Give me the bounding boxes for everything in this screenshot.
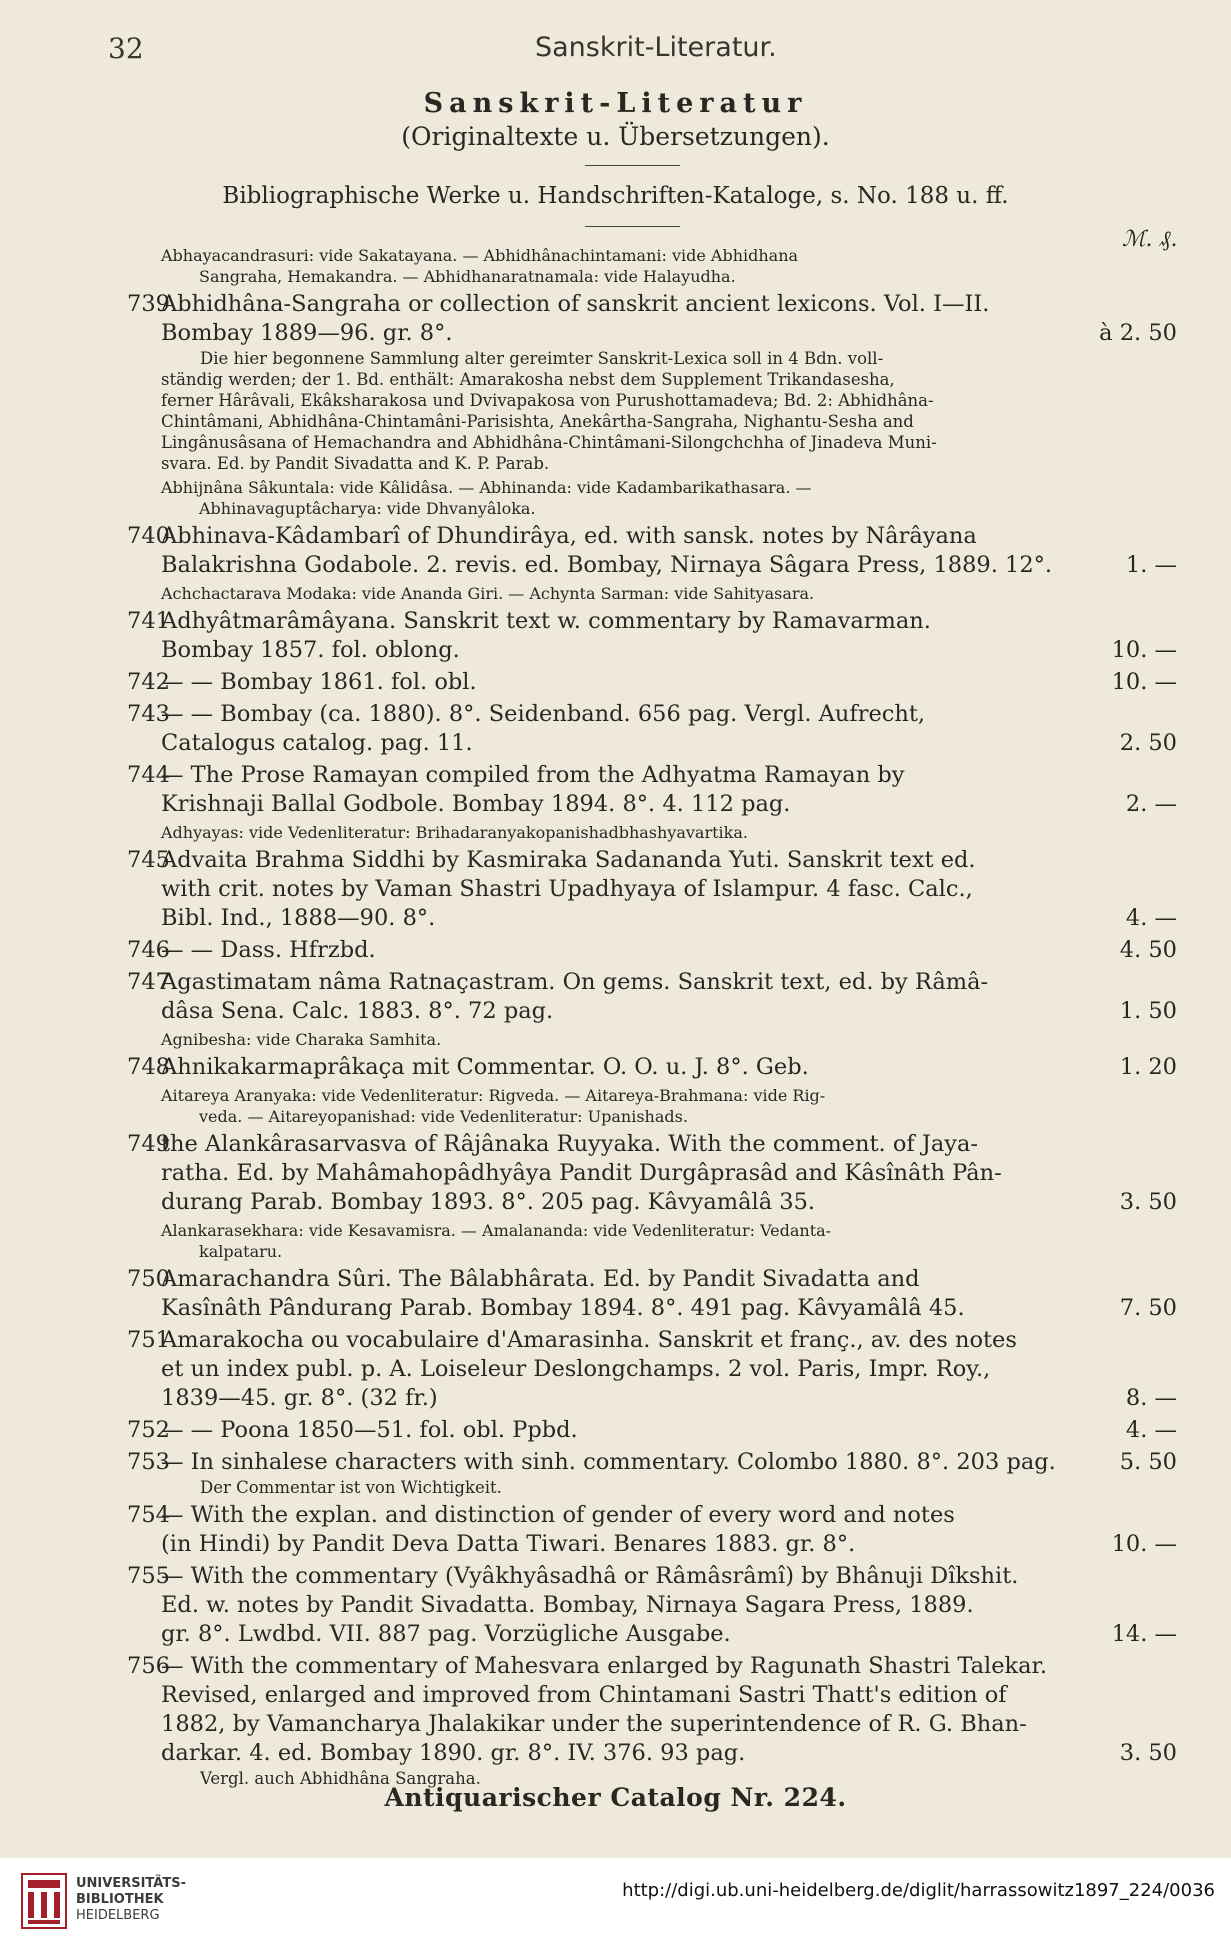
divider (585, 165, 680, 166)
cross-reference-line: kalpataru. (199, 1242, 283, 1261)
footer-bar (0, 1858, 1231, 1947)
catalog-entry (127, 700, 1177, 758)
entry-text: — In sinhalese characters with sinh. commentary. Colombo 1880. 8°. 203 pag. (161, 1449, 1056, 1475)
entry-text: — — Poona 1850—51. fol. obl. Ppbd. (161, 1417, 578, 1443)
cross-reference (127, 1220, 1177, 1262)
cross-reference-line: Agnibesha: vide Charaka Samhita. (161, 1030, 442, 1049)
entry-line (127, 968, 1177, 997)
entry-text: Amarachandra Sûri. The Bâlabhârata. Ed. by Pandit Sivadatta and (161, 1266, 920, 1292)
entry-line (127, 846, 1177, 875)
entry-line (127, 1591, 1177, 1620)
entry-note: ferner Hârâvali, Ekâksharakosa und Dvivapakosa von Purushottamadeva; Bd. 2: Abhidhâna- (161, 391, 934, 410)
entry-price: 1. — (1125, 552, 1177, 578)
entry-text: dâsa Sena. Calc. 1883. 8°. 72 pag. (161, 998, 554, 1024)
entry-line (127, 522, 1177, 551)
entry-line (127, 1448, 1177, 1477)
entry-line (127, 1416, 1177, 1445)
entry-text: Krishnaji Ballal Godbole. Bombay 1894. 8°. 4. 112 pag. (161, 791, 791, 817)
entry-number: 750 (127, 1266, 170, 1292)
entry-text: Ed. w. notes by Pandit Sivadatta. Bombay, Nirnaya Sagara Press, 1889. (161, 1592, 974, 1618)
entry-line (127, 875, 1177, 904)
catalog-entry (127, 1416, 1177, 1445)
entry-number: 742 (127, 669, 170, 695)
entry-text: 1839—45. gr. 8°. (32 fr.) (161, 1385, 438, 1411)
entry-text: — — Dass. Hfrzbd. (161, 937, 376, 963)
entry-number: 747 (127, 969, 170, 995)
entry-number: 740 (127, 523, 170, 549)
entry-line (127, 607, 1177, 636)
entry-price: 3. 50 (1119, 1189, 1177, 1215)
running-title: Sanskrit-Literatur. (535, 32, 777, 63)
entry-text: — With the commentary (Vyâkhyâsadhâ or Râmâsrâmî) by Bhânuji Dîkshit. (161, 1563, 1019, 1589)
entry-text: gr. 8°. Lwdbd. VII. 887 pag. Vorzügliche Ausgabe. (161, 1621, 731, 1647)
entry-note: ständig werden; der 1. Bd. enthält: Amarakosha nebst dem Supplement Trikandasesha, (161, 370, 895, 389)
cross-reference-line: veda. — Aitareyopanishad: vide Vedenliteratur: Upanishads. (199, 1107, 688, 1126)
entry-text: 1882, by Vamancharya Jhalakikar under the superintendence of R. G. Bhan- (161, 1711, 1027, 1737)
cross-reference-line: Alankarasekhara: vide Kesavamisra. — Amalananda: vide Vedenliteratur: Vedanta- (161, 1221, 832, 1240)
entry-number: 751 (127, 1327, 170, 1353)
entry-text: Abhinava-Kâdambarî of Dhundirâya, ed. with sansk. notes by Nârâyana (161, 523, 977, 549)
entry-price: 1. 20 (1119, 1054, 1177, 1080)
source-url[interactable]: http://digi.ub.uni-heidelberg.de/diglit/harrassowitz1897_224/0036 (622, 1880, 1215, 1901)
catalog-footer: Antiquarischer Catalog Nr. 224. (384, 1783, 847, 1812)
entry-price: 5. 50 (1119, 1449, 1177, 1475)
entry-text: — With the explan. and distinction of gender of every word and notes (161, 1502, 955, 1528)
catalog-entry (127, 761, 1177, 819)
entry-number: 739 (127, 291, 170, 317)
entry-line (127, 319, 1177, 348)
entry-number: 756 (127, 1653, 170, 1679)
entry-price: 1. 50 (1119, 998, 1177, 1024)
entry-text: with crit. notes by Vaman Shastri Upadhyaya of Islampur. 4 fasc. Calc., (161, 876, 973, 902)
entry-line (127, 1530, 1177, 1559)
entry-text: (in Hindi) by Pandit Deva Datta Tiwari. Benares 1883. gr. 8°. (161, 1531, 856, 1557)
entry-text: darkar. 4. ed. Bombay 1890. gr. 8°. IV. 376. 93 pag. (161, 1740, 746, 1766)
entry-price: 8. — (1125, 1385, 1177, 1411)
cross-reference (127, 245, 1177, 287)
entry-line (127, 790, 1177, 819)
entry-note: Der Commentar ist von Wichtigkeit. (200, 1478, 502, 1497)
entry-text: Abhidhâna-Sangraha or collection of sanskrit ancient lexicons. Vol. I—II. (161, 291, 990, 317)
entry-line (127, 1326, 1177, 1355)
entry-price: 4. — (1125, 1417, 1177, 1443)
cross-reference-line: Abhayacandrasuri: vide Sakatayana. — Abhidhânachintamani: vide Abhidhana (161, 246, 799, 265)
entry-line (127, 636, 1177, 665)
catalog-entry (127, 290, 1177, 474)
catalog-entry (127, 607, 1177, 665)
entry-price: 3. 50 (1119, 1740, 1177, 1766)
catalog-entry (127, 846, 1177, 933)
entry-price: 7. 50 (1119, 1295, 1177, 1321)
entry-price: 2. 50 (1119, 730, 1177, 756)
entry-line (127, 551, 1177, 580)
entry-note: Die hier begonnene Sammlung alter gereimter Sanskrit-Lexica soll in 4 Bdn. voll- (200, 349, 884, 368)
entry-line (127, 1562, 1177, 1591)
entry-text: Agastimatam nâma Ratnaçastram. On gems. Sanskrit text, ed. by Râmâ- (161, 969, 989, 995)
cross-reference-line: Abhinavaguptâcharya: vide Dhvanyâloka. (199, 499, 536, 518)
entry-note: Vergl. auch Abhidhâna Sangraha. (200, 1769, 481, 1788)
entry-line (127, 668, 1177, 697)
entry-line (127, 729, 1177, 758)
entry-price: 4. 50 (1119, 937, 1177, 963)
catalog-entries (127, 245, 1177, 1792)
cross-reference (127, 583, 1177, 604)
catalog-entry (127, 1448, 1177, 1498)
entry-line (127, 1710, 1177, 1739)
entry-price: 10. — (1111, 1531, 1177, 1557)
entry-number: 746 (127, 937, 170, 963)
entry-text: — — Bombay (ca. 1880). 8°. Seidenband. 656 pag. Vergl. Aufrecht, (161, 701, 926, 727)
entry-line (127, 1620, 1177, 1649)
entry-text: Balakrishna Godabole. 2. revis. ed. Bombay, Nirnaya Sâgara Press, 1889. 12°. (161, 552, 1053, 578)
entry-text: Revised, enlarged and improved from Chintamani Sastri Thatt's edition of (161, 1682, 1007, 1708)
catalog-entry (127, 522, 1177, 580)
library-logo-icon (20, 1872, 68, 1930)
entry-text: Ahnikakarmaprâkaça mit Commentar. O. O. u. J. 8°. Geb. (161, 1054, 809, 1080)
entry-text: — — Bombay 1861. fol. obl. (161, 669, 477, 695)
entry-note: Lingânusâsana of Hemachandra and Abhidhâna-Chintâmani-Silongchchha of Jinadeva Muni- (161, 433, 937, 452)
entry-text: Amarakocha ou vocabulaire d'Amarasinha. Sanskrit et franç., av. des notes (161, 1327, 1017, 1353)
entry-number: 752 (127, 1417, 170, 1443)
catalog-entry (127, 668, 1177, 697)
cross-reference-line: Abhijnâna Sâkuntala: vide Kâlidâsa. — Abhinanda: vide Kadambarikathasara. — (161, 478, 812, 497)
bibliography-line: Bibliographische Werke u. Handschriften-Kataloge, s. No. 188 u. ff. (222, 183, 1009, 209)
currency-header: ℳ. ₰. (1122, 227, 1178, 252)
entry-line (127, 936, 1177, 965)
entry-line (127, 290, 1177, 319)
catalog-entry (127, 936, 1177, 965)
entry-line (127, 997, 1177, 1026)
page-number: 32 (108, 32, 144, 65)
catalog-entry (127, 1652, 1177, 1789)
entry-text: durang Parab. Bombay 1893. 8°. 205 pag. Kâvyamâlâ 35. (161, 1189, 816, 1215)
library-name: UNIVERSITÄTS- BIBLIOTHEK HEIDELBERG (76, 1876, 186, 1923)
entry-number: 741 (127, 608, 170, 634)
cross-reference-line: Adhyayas: vide Vedenliteratur: Brihadaranyakopanishadbhashyavartika. (161, 823, 748, 842)
entry-text: Adhyâtmarâmâyana. Sanskrit text w. commentary by Ramavarman. (161, 608, 931, 634)
entry-line (127, 1159, 1177, 1188)
catalog-entry (127, 1053, 1177, 1082)
catalog-entry (127, 1130, 1177, 1217)
entry-text: Bombay 1857. fol. oblong. (161, 637, 460, 663)
entry-line (127, 1501, 1177, 1530)
entry-price: 4. — (1125, 905, 1177, 931)
cross-reference-line: Aitareya Aranyaka: vide Vedenliteratur: Rigveda. — Aitareya-Brahmana: vide Rig- (161, 1086, 826, 1105)
entry-price: 14. — (1111, 1621, 1177, 1647)
page-title: Sanskrit-Literatur (423, 88, 808, 119)
entry-line (127, 1188, 1177, 1217)
cross-reference-line: Sangraha, Hemakandra. — Abhidhanaratnamala: vide Halayudha. (199, 267, 736, 286)
entry-text: et un index publ. p. A. Loiseleur Deslongchamps. 2 vol. Paris, Impr. Roy., (161, 1356, 991, 1382)
entry-number: 743 (127, 701, 170, 727)
entry-line (127, 1739, 1177, 1768)
entry-text: Bibl. Ind., 1888—90. 8°. (161, 905, 436, 931)
entry-note: svara. Ed. by Pandit Sivadatta and K. P. Parab. (161, 454, 550, 473)
divider (585, 226, 680, 227)
cross-reference (127, 822, 1177, 843)
entry-line (127, 1294, 1177, 1323)
entry-price: 10. — (1111, 669, 1177, 695)
entry-line (127, 1681, 1177, 1710)
entry-text: — The Prose Ramayan compiled from the Adhyatma Ramayan by (161, 762, 905, 788)
entry-price: 2. — (1125, 791, 1177, 817)
entry-number: 749 (127, 1131, 170, 1157)
entry-text: Kasînâth Pândurang Parab. Bombay 1894. 8°. 491 pag. Kâvyamâlâ 45. (161, 1295, 965, 1321)
entry-text: Bombay 1889—96. gr. 8°. (161, 320, 453, 346)
cross-reference (127, 1085, 1177, 1127)
entry-text: ratha. Ed. by Mahâmahopâdhyâya Pandit Durgâprasâd and Kâsînâth Pân- (161, 1160, 1002, 1186)
page-subtitle: (Originaltexte u. Übersetzungen). (401, 122, 830, 151)
entry-line (127, 761, 1177, 790)
entry-text: Advaita Brahma Siddhi by Kasmiraka Sadananda Yuti. Sanskrit text ed. (161, 847, 976, 873)
catalog-entry (127, 1501, 1177, 1559)
entry-number: 755 (127, 1563, 170, 1589)
cross-reference (127, 477, 1177, 519)
entry-price: 10. — (1111, 637, 1177, 663)
entry-line (127, 1053, 1177, 1082)
catalog-entry (127, 968, 1177, 1026)
entry-note: Chintâmani, Abhidhâna-Chintamâni-Parisishta, Anekârtha-Sangraha, Nighantu-Sesha and (161, 412, 914, 431)
entry-text: the Alankârasarvasva of Râjânaka Ruyyaka. With the comment. of Jaya- (161, 1131, 979, 1157)
catalog-entry (127, 1265, 1177, 1323)
catalog-entry (127, 1562, 1177, 1649)
entry-line (127, 1130, 1177, 1159)
entry-line (127, 1355, 1177, 1384)
catalog-entry (127, 1326, 1177, 1413)
entry-number: 745 (127, 847, 170, 873)
entry-price: à 2. 50 (1099, 320, 1177, 346)
cross-reference-line: Achchactarava Modaka: vide Ananda Giri. — Achynta Sarman: vide Sahityasara. (161, 584, 815, 603)
entry-line (127, 904, 1177, 933)
cross-reference (127, 1029, 1177, 1050)
entry-number: 748 (127, 1054, 170, 1080)
entry-number: 744 (127, 762, 170, 788)
entry-line (127, 1265, 1177, 1294)
entry-number: 754 (127, 1502, 170, 1528)
entry-line (127, 1652, 1177, 1681)
entry-line (127, 1384, 1177, 1413)
entry-number: 753 (127, 1449, 170, 1475)
entry-line (127, 700, 1177, 729)
entry-text: — With the commentary of Mahesvara enlarged by Ragunath Shastri Talekar. (161, 1653, 1047, 1679)
entry-text: Catalogus catalog. pag. 11. (161, 730, 473, 756)
